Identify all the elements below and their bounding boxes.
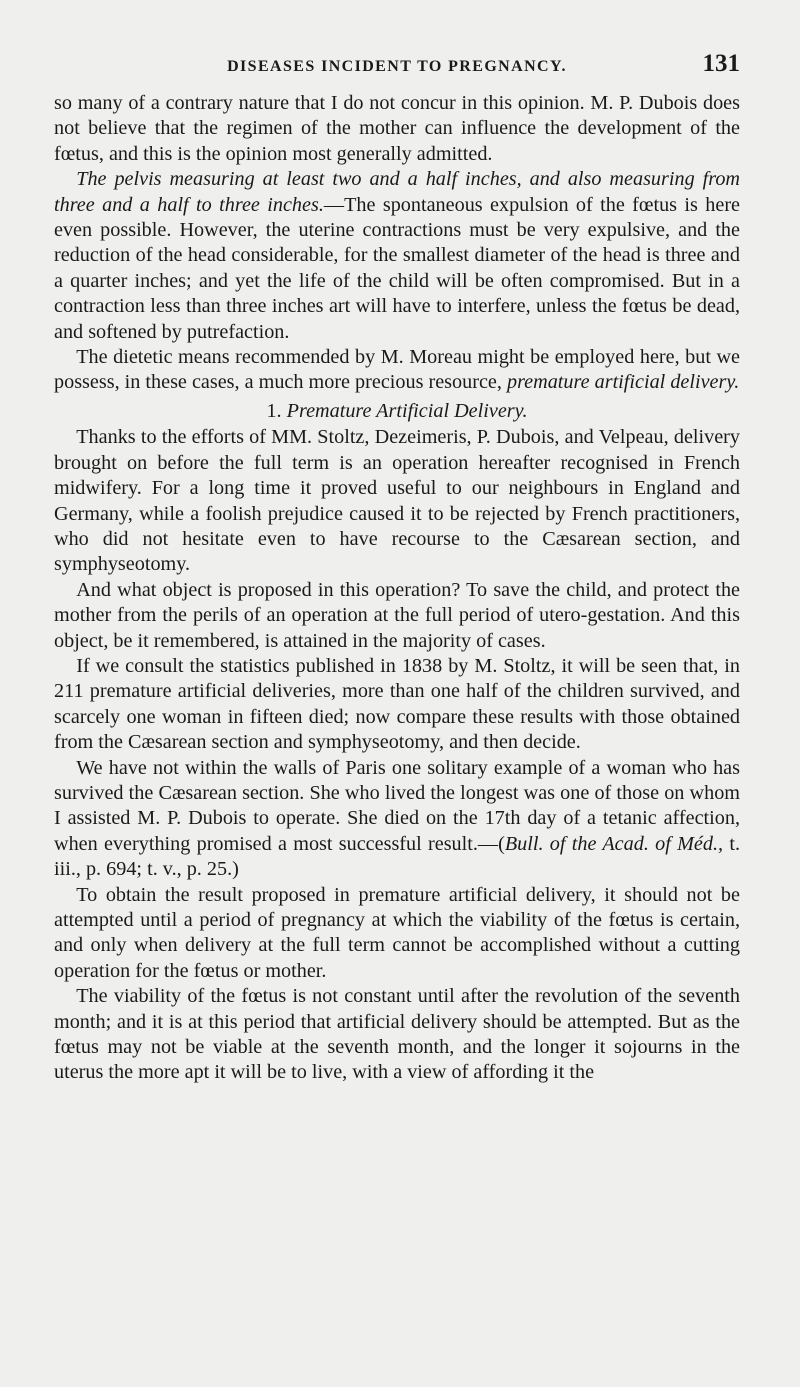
- paragraph-2: [54, 167, 740, 345]
- paragraph-6: If we consult the statistics published in 1838 by M. Stoltz, it will be seen that, in 211 premature artificial deliveries, more than one half of the children survived, and scarcely one woman in fifteen died; now compare these results with those obtained from the Cæsarean section and symphyseotomy, and then decide.: [54, 654, 740, 754]
- section-heading-number: 1.: [266, 399, 282, 422]
- body-text: [54, 91, 740, 1086]
- paragraph-5: And what object is proposed in this operation? To save the child, and protect the mother from the perils of an operation at the full period of utero-gestation. And this object, be it remembered, is attained in the majority of cases.: [54, 578, 740, 652]
- paragraph-3: [54, 345, 740, 396]
- paragraph-3-text: The dietetic means recommended by M. Moreau might be employed here, but we possess, in these cases, a much more precious resource,: [54, 346, 740, 394]
- paragraph-3-italic: premature artificial delivery.: [506, 371, 740, 394]
- running-head: [54, 50, 740, 86]
- paragraph-4: Thanks to the efforts of MM. Stoltz, Dezeimeris, P. Dubois, and Velpeau, delivery brought on before the full term is an operation hereafter recognised in French midwifery. For a long time it proved useful to our neighbours in England and Germany, while a foolish prejudice caused it to be rejected by French practitioners, who did not hesitate even to have recourse to the Cæsarean section, and symphyseotomy.: [54, 426, 740, 576]
- paragraph-7-text: We have not within the walls of Paris one solitary example of a woman who has survived the Cæsarean section. She who lived the longest was one of those on whom I assisted M. P. Dubois to operate. She died on the 17th day of a tetanic affection, when everything promised a most successful result.—(: [54, 756, 740, 855]
- paragraph-2-italic-lead: The pelvis measuring at least two and a half inches, and also measuring from three and a half to three inches.: [54, 168, 740, 216]
- section-heading: [54, 399, 740, 424]
- paragraph-8: To obtain the result proposed in premature artificial delivery, it should not be attempted until a period of pregnancy at which the viability of the fœtus is certain, and only when delivery at the full term cannot be accomplished without a cutting operation for the fœtus or mother.: [54, 883, 740, 982]
- paragraph-7: [54, 756, 740, 883]
- page-number: 131: [702, 50, 740, 77]
- section-heading-title: Premature Artificial Delivery.: [286, 399, 528, 422]
- paragraph-7-citation: Bull. of the Acad. of Méd.,: [504, 832, 724, 855]
- paragraph-9: The viability of the fœtus is not constant until after the revolution of the seventh month; and it is at this period that artificial delivery should be attempted. But as the fœtus may not be viable at the seventh month, and the longer it sojourns in the uterus the more apt it will be to live, with a view of affording it the: [54, 985, 740, 1084]
- paragraph-7-citation-end: t. iii., p. 694; t. v., p. 25.): [54, 832, 741, 881]
- paragraph-2-text: —The spontaneous expulsion of the fœtus is here even possible. However, the uterine contractions must be very expulsive, and the reduction of the head considerable, for the smallest diameter of the head is three and a quarter inches; and yet the life of the child will be often compromised. But in a contraction less than three inches art will have to interfere, unless the fœtus be dead, and softened by putrefaction.: [54, 193, 741, 343]
- paragraph-1: so many of a contrary nature that I do not concur in this opinion. M. P. Dubois does not believe that the regimen of the mother can influence the development of the fœtus, and this is the opinion most generally admitted.: [54, 92, 740, 165]
- running-title: DISEASES INCIDENT TO PREGNANCY.: [227, 58, 567, 75]
